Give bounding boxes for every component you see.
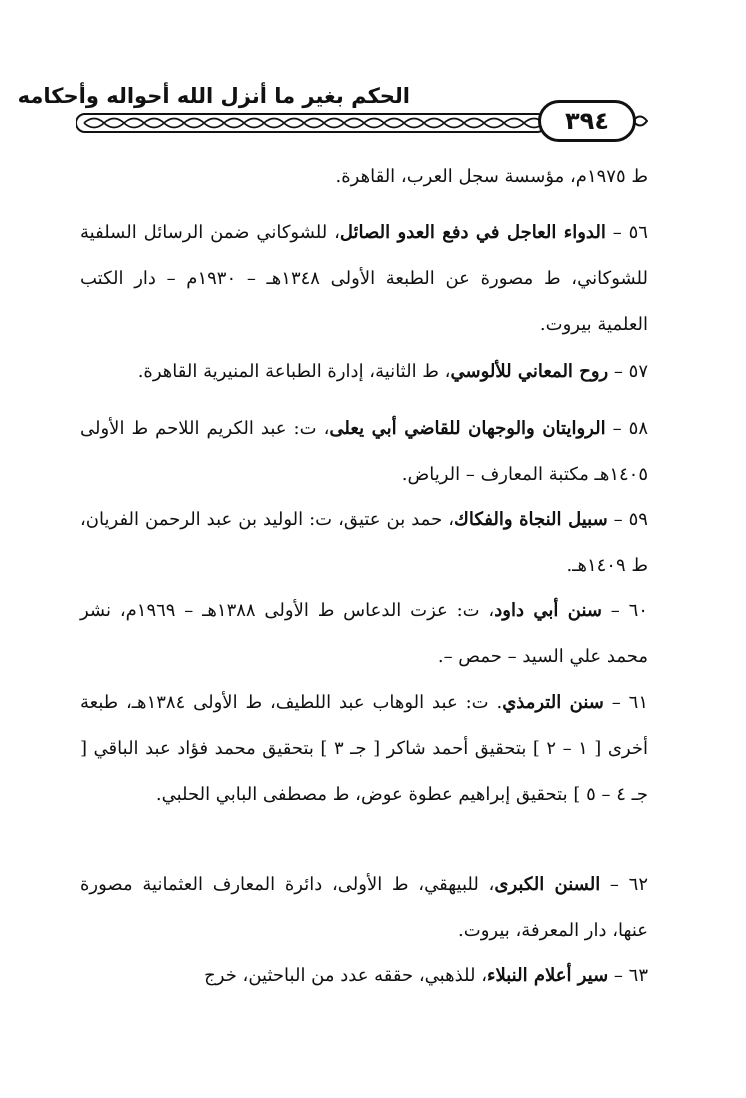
entry-title: سير أعلام النبلاء bbox=[487, 965, 609, 986]
entry-number: ٥٩ – bbox=[607, 509, 648, 530]
entry-title: روح المعاني للألوسي bbox=[450, 361, 609, 382]
entry-title: الدواء العاجل في دفع العدو الصائل bbox=[339, 222, 606, 243]
entry-number: ٦٢ – bbox=[600, 874, 648, 895]
entry-59 bbox=[80, 497, 648, 589]
entry-63 bbox=[80, 953, 648, 999]
entry-58 bbox=[80, 406, 648, 498]
entry-text: ، للشوكاني ضمن الرسائل السلفية للشوكاني، ط مصورة عن الطبعة الأولى ١٣٤٨هـ – ١٩٣٠م – دار الكتب العلمية بيروت. bbox=[80, 222, 648, 335]
page-number-badge: ٣٩٤ bbox=[538, 100, 636, 142]
entry-60 bbox=[80, 588, 648, 680]
entry-text: ط ١٩٧٥م، مؤسسة سجل العرب، القاهرة. bbox=[335, 166, 648, 187]
entry-title: السنن الكبرى bbox=[494, 874, 601, 895]
entry-text: . ت: عبد الوهاب عبد اللطيف، ط الأولى ١٣٨٤هـ، طبعة أخرى [ ١ – ٢ ] بتحقيق أحمد شاكر [ جـ ٣ ] بتحقيق محمد فؤاد عبد الباقي [ جـ ٤ – ٥ ] بتحقيق إبراهيم عطوة عوض، ط مصطفى البابي الحلبي. bbox=[80, 692, 648, 805]
entry-text: ، للذهبي، حققه عدد من الباحثين، خرج bbox=[204, 965, 488, 986]
entry-title: سنن أبي داود bbox=[494, 600, 602, 621]
entry-title: سبيل النجاة والفكاك bbox=[454, 509, 608, 530]
entry-number: ٥٦ – bbox=[605, 222, 648, 243]
entry-62 bbox=[80, 862, 648, 954]
entry-number: ٦٠ – bbox=[601, 600, 648, 621]
running-header-title: الحكم بغير ما أنزل الله أحواله وأحكامه bbox=[17, 84, 410, 108]
entry-number: ٥٧ – bbox=[608, 361, 648, 382]
entry-number: ٦٣ – bbox=[608, 965, 648, 986]
entry-61 bbox=[80, 680, 648, 818]
decorative-border-icon bbox=[76, 112, 546, 134]
entry-number: ٥٨ – bbox=[605, 418, 649, 439]
entry-56 bbox=[80, 210, 648, 348]
entry-continuation bbox=[80, 154, 648, 200]
entry-57 bbox=[80, 349, 648, 395]
entry-text: ، للبيهقي، ط الأولى، دائرة المعارف العثمانية مصورة عنها، دار المعرفة، بيروت. bbox=[80, 874, 648, 941]
entry-title: الروايتان والوجهان للقاضي أبي يعلى bbox=[329, 418, 606, 439]
entry-text: ، ت: عزت الدعاس ط الأولى ١٣٨٨هـ – ١٩٦٩م، نشر محمد علي السيد – حمص –. bbox=[80, 600, 648, 667]
entry-text: ، ت: عبد الكريم اللاحم ط الأولى ١٤٠٥هـ مكتبة المعارف – الرياض. bbox=[80, 418, 648, 485]
entry-title: سنن الترمذي bbox=[502, 692, 604, 713]
entry-number: ٦١ – bbox=[603, 692, 648, 713]
entry-text: ، ط الثانية، إدارة الطباعة المنيرية القاهرة. bbox=[137, 361, 451, 382]
entry-text: ، حمد بن عتيق، ت: الوليد بن عبد الرحمن الفريان، ط ١٤٠٩هـ. bbox=[80, 509, 648, 576]
